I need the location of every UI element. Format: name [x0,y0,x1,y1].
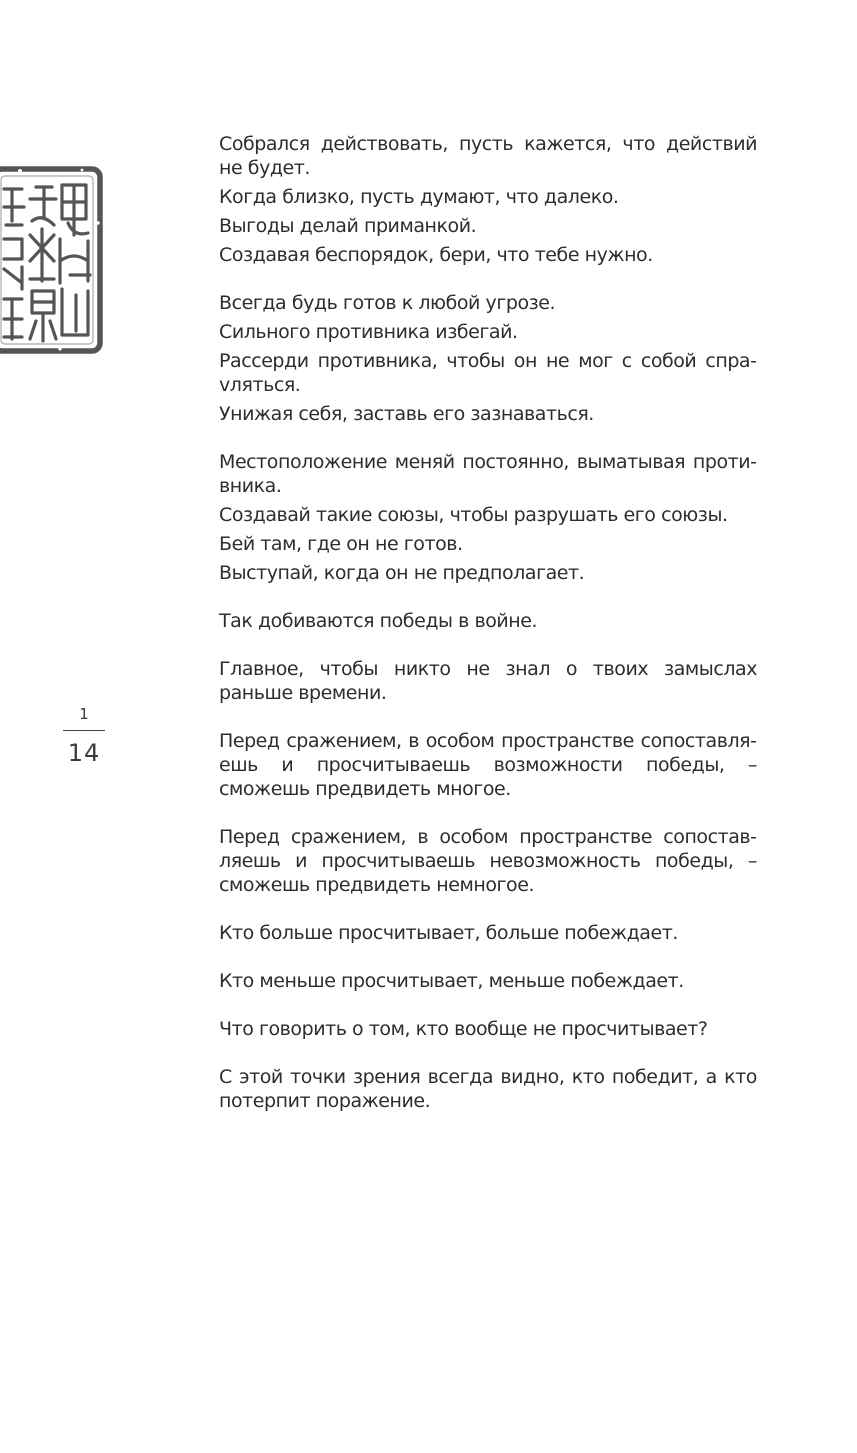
text-line: Создавая беспорядок, бери, что тебе нужно. [219,244,653,266]
text-line: Создавай такие союзы, чтобы разрушать его союзы. [219,504,728,526]
stanza [219,969,757,993]
seal-stamp [0,163,106,357]
text-line: Выгоды делай приманкой. [219,215,477,237]
text-line: Перед сражением, в особом пространстве сопоставляешь и просчитываешь невозможность победы, – сможешь предвидеть немногое. [219,826,757,896]
stanza [219,1017,757,1041]
text-line: Выступай, когда он не предполагает. [219,562,585,584]
text-line: Кто меньше просчитывает, меньше побеждает. [219,970,684,992]
page-marker [62,704,106,767]
text-line: Когда близко, пусть думают, что далеко. [219,186,619,208]
page-number: 14 [67,739,101,767]
text-line: Рассерди противника, чтобы он не мог с собой спраvляться. [219,350,757,396]
text-line: Сильного противника избегай. [219,321,518,343]
stanza [219,132,757,267]
text-line: Кто больше просчитывает, больше побеждает. [219,922,678,944]
text-column [219,132,757,1137]
stanza [219,825,757,897]
text-line: Что говорить о том, кто вообще не просчитывает? [219,1018,708,1040]
text-line: Главное, чтобы никто не знал о твоих замыслах раньше времени. [219,658,757,704]
stanza [219,921,757,945]
text-line: Бей там, где он не готов. [219,533,463,555]
text-line: Так добиваются победы в войне. [219,610,538,632]
stanza [219,291,757,426]
stanza [219,729,757,801]
stanza [219,450,757,585]
marker-divider [63,730,105,731]
stanza [219,609,757,633]
text-line: Собрался действовать, пусть кажется, что действий не будет. [219,133,757,179]
text-line: Всегда будь готов к любой угрозе. [219,292,556,314]
chapter-number: 1 [79,705,89,723]
stanza [219,657,757,705]
text-line: Унижая себя, заставь его зазнаваться. [219,403,594,425]
text-line: Местоположение меняй постоянно, выматывая противника. [219,451,757,497]
seal-stamp-icon [0,163,106,357]
stanza [219,1065,757,1113]
text-line: С этой точки зрения всегда видно, кто победит, а кто потерпит поражение. [219,1066,757,1112]
text-line: Перед сражением, в особом пространстве сопоставляешь и просчитываешь возможности победы, – сможешь предвидеть многое. [219,730,757,800]
